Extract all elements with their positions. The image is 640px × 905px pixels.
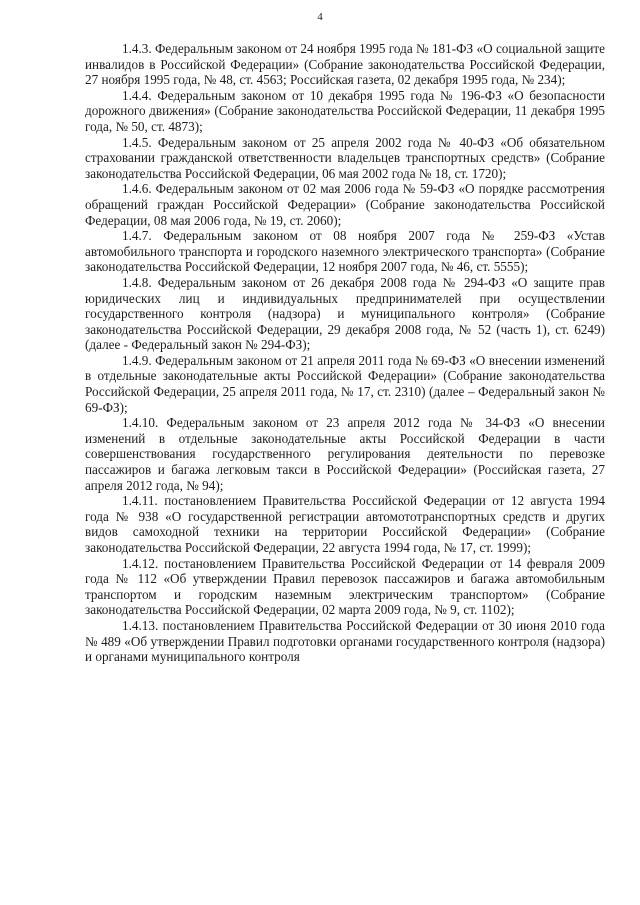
paragraph-1-4-5: 1.4.5. Федеральным законом от 25 апреля 2002 года № 40-ФЗ «Об обязательном страховании гражданской ответственности владельцев транспортных средств» (Собрание законодательства Российской Федерации, 06 мая 2002 года № 18, ст. 1720); <box>85 134 605 181</box>
paragraph-1-4-8: 1.4.8. Федеральным законом от 26 декабря 2008 года № 294-ФЗ «О защите прав юридических лиц и индивидуальных предпринимателей при осуществлении государственного контроля (надзора) и муниципального контроля» (Собрание законодательства Российской Федерации, 29 декабря 2008 года, № 52 (часть 1), ст. 6249)(далее - Федеральный закон № 294-ФЗ); <box>85 274 605 353</box>
page-number: 4 <box>317 11 323 23</box>
paragraph-1-4-10: 1.4.10. Федеральным законом от 23 апреля 2012 года № 34-ФЗ «О внесении изменений в отдельные законодательные акты Российской Федерации в части совершенствования государственного регулирования деятельности по перевозке пассажиров и багажа легковым такси в Российской Федерации» (Российская газета, 27 апреля 2012 года, № 94); <box>85 415 605 493</box>
paragraph-1-4-4: 1.4.4. Федеральным законом от 10 декабря 1995 года № 196-ФЗ «О безопасности дорожного движения» (Собрание законодательства Российской Федерации, 11 декабря 1995 года, № 50, ст. 4873); <box>85 87 605 134</box>
paragraph-1-4-11: 1.4.11. постановлением Правительства Российской Федерации от 12 августа 1994 года № 938 «О государственной регистрации автомототранспортных средств и других видов самоходной техники на территории Российской Федерации» (Собрание законодательства Российской Федерации, 22 августа 1994 года, № 17, ст. 1999); <box>85 493 605 555</box>
paragraph-1-4-9: 1.4.9. Федеральным законом от 21 апреля 2011 года № 69-ФЗ «О внесении изменений в отдельные законодательные акты Российской Федерации» (Собрание законодательства Российской Федерации, 25 апреля 2011 года, № 17, ст. 2310) (далее – Федеральный закон № 69-ФЗ); <box>85 352 605 415</box>
paragraph-1-4-6: 1.4.6. Федеральным законом от 02 мая 2006 года № 59-ФЗ «О порядке рассмотрения обращений граждан Российской Федерации» (Собрание законодательства Российской Федерации, 08 мая 2006 года, № 19, ст. 2060); <box>85 181 605 228</box>
document-body <box>85 41 605 665</box>
paragraph-1-4-13: 1.4.13. постановлением Правительства Российской Федерации от 30 июня 2010 года № 489 «Об утверждении Правил подготовки органами государственного контроля (надзора) и органами муниципального контроля <box>85 617 605 665</box>
paragraph-1-4-7: 1.4.7. Федеральным законом от 08 ноября 2007 года № 259-ФЗ «Устав автомобильного транспорта и городского наземного электрического транспорта» (Собрание законодательства Российской Федерации, 12 ноября 2007 года, № 46, ст. 5555); <box>85 228 605 275</box>
paragraph-1-4-12: 1.4.12. постановлением Правительства Российской Федерации от 14 февраля 2009 года № 112 «Об утверждении Правил перевозок пассажиров и багажа автомобильным транспортом и городским наземным электрическим транспортом» (Собрание законодательства Российской Федерации, 02 марта 2009 года, № 9, ст. 1102); <box>85 555 605 618</box>
paragraph-1-4-3: 1.4.3. Федеральным законом от 24 ноября 1995 года № 181-ФЗ «О социальной защите инвалидов в Российской Федерации» (Собрание законодательства Российской Федерации, 27 ноября 1995 года, № 48, ст. 4563; Российская газета, 02 декабря 1995 года, № 234); <box>85 41 605 88</box>
